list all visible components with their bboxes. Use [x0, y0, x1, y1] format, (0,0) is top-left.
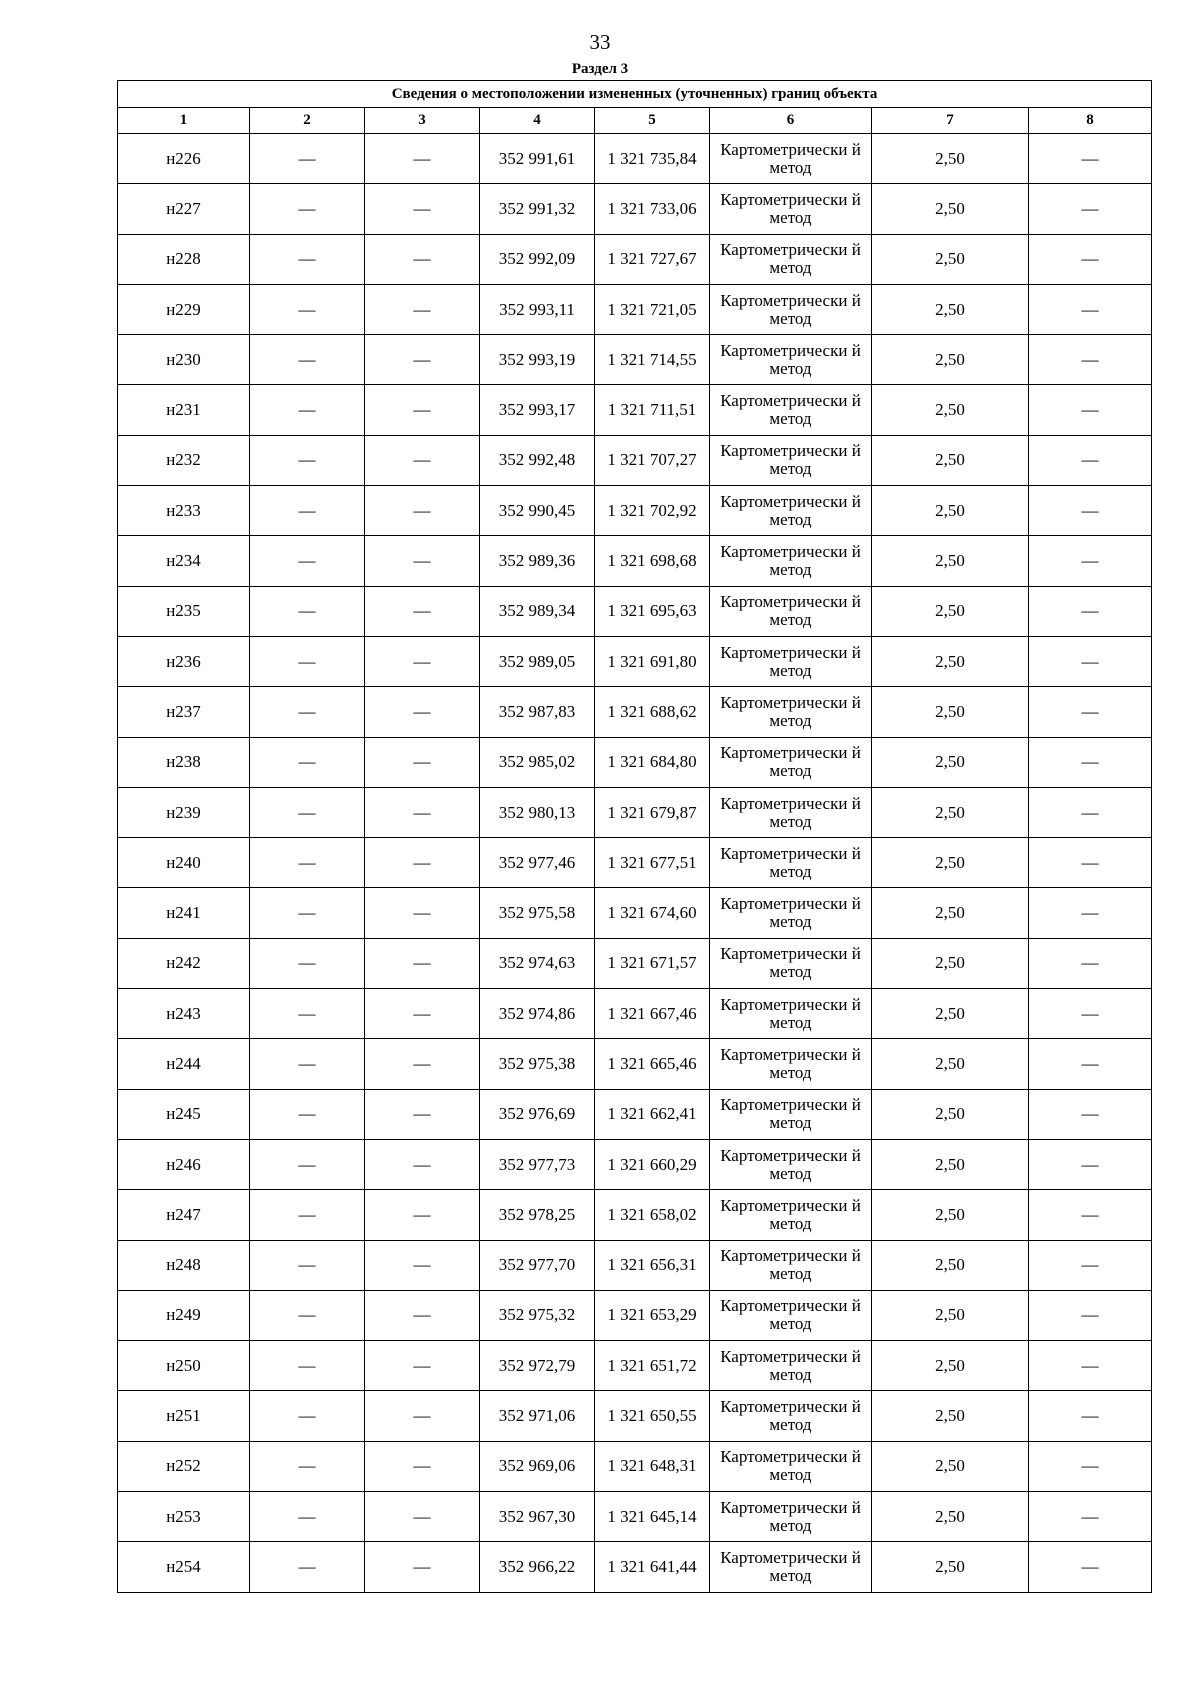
- x-coordinate-cell: 352 992,48: [480, 435, 595, 485]
- table-caption: Сведения о местоположении измененных (уточненных) границ объекта: [118, 81, 1152, 108]
- method-cell: Картометрически й метод: [710, 1190, 872, 1240]
- table-row: [118, 536, 1152, 586]
- method-cell: Картометрически й метод: [710, 184, 872, 234]
- col8-cell: —: [1029, 787, 1152, 837]
- method-cell: Картометрически й метод: [710, 838, 872, 888]
- method-cell: Картометрически й метод: [710, 737, 872, 787]
- col8-cell: —: [1029, 486, 1152, 536]
- method-cell: Картометрически й метод: [710, 1039, 872, 1089]
- point-id-cell: н238: [118, 737, 250, 787]
- y-coordinate-cell: 1 321 656,31: [595, 1240, 710, 1290]
- method-cell: Картометрически й метод: [710, 1240, 872, 1290]
- accuracy-cell: 2,50: [872, 989, 1029, 1039]
- accuracy-cell: 2,50: [872, 284, 1029, 334]
- y-coordinate-cell: 1 321 684,80: [595, 737, 710, 787]
- x-coordinate-cell: 352 991,61: [480, 134, 595, 184]
- column-number: 7: [872, 108, 1029, 134]
- boundary-coordinates-table: [117, 80, 1152, 1593]
- table-row: [118, 687, 1152, 737]
- table-row: [118, 838, 1152, 888]
- col3-cell: —: [365, 586, 480, 636]
- y-coordinate-cell: 1 321 711,51: [595, 385, 710, 435]
- method-cell: Картометрически й метод: [710, 636, 872, 686]
- col2-cell: —: [250, 989, 365, 1039]
- col2-cell: —: [250, 1190, 365, 1240]
- point-id-cell: н235: [118, 586, 250, 636]
- col2-cell: —: [250, 1341, 365, 1391]
- col3-cell: —: [365, 284, 480, 334]
- x-coordinate-cell: 352 980,13: [480, 787, 595, 837]
- table-row: [118, 435, 1152, 485]
- col8-cell: —: [1029, 1441, 1152, 1491]
- page-number: 33: [589, 30, 611, 54]
- col2-cell: —: [250, 1542, 365, 1592]
- table-row: [118, 1542, 1152, 1592]
- y-coordinate-cell: 1 321 735,84: [595, 134, 710, 184]
- col3-cell: —: [365, 938, 480, 988]
- table-row: [118, 1190, 1152, 1240]
- point-id-cell: н229: [118, 284, 250, 334]
- point-id-cell: н226: [118, 134, 250, 184]
- accuracy-cell: 2,50: [872, 134, 1029, 184]
- col3-cell: —: [365, 1240, 480, 1290]
- accuracy-cell: 2,50: [872, 234, 1029, 284]
- col2-cell: —: [250, 536, 365, 586]
- col8-cell: —: [1029, 1492, 1152, 1542]
- table-row: [118, 385, 1152, 435]
- x-coordinate-cell: 352 974,86: [480, 989, 595, 1039]
- point-id-cell: н231: [118, 385, 250, 435]
- method-cell: Картометрически й метод: [710, 234, 872, 284]
- table-row: [118, 1139, 1152, 1189]
- col3-cell: —: [365, 486, 480, 536]
- col8-cell: —: [1029, 838, 1152, 888]
- col3-cell: —: [365, 1290, 480, 1340]
- x-coordinate-cell: 352 971,06: [480, 1391, 595, 1441]
- col3-cell: —: [365, 838, 480, 888]
- col3-cell: —: [365, 787, 480, 837]
- y-coordinate-cell: 1 321 662,41: [595, 1089, 710, 1139]
- accuracy-cell: 2,50: [872, 838, 1029, 888]
- table-row: [118, 234, 1152, 284]
- x-coordinate-cell: 352 972,79: [480, 1341, 595, 1391]
- col3-cell: —: [365, 888, 480, 938]
- table-row: [118, 1290, 1152, 1340]
- column-number: 6: [710, 108, 872, 134]
- x-coordinate-cell: 352 993,17: [480, 385, 595, 435]
- accuracy-cell: 2,50: [872, 335, 1029, 385]
- col2-cell: —: [250, 888, 365, 938]
- x-coordinate-cell: 352 989,05: [480, 636, 595, 686]
- col8-cell: —: [1029, 1341, 1152, 1391]
- table-row: [118, 888, 1152, 938]
- y-coordinate-cell: 1 321 721,05: [595, 284, 710, 334]
- col3-cell: —: [365, 1139, 480, 1189]
- accuracy-cell: 2,50: [872, 1391, 1029, 1441]
- table-body: [118, 134, 1152, 1593]
- col3-cell: —: [365, 1341, 480, 1391]
- table-row: [118, 1441, 1152, 1491]
- table-row: [118, 335, 1152, 385]
- y-coordinate-cell: 1 321 660,29: [595, 1139, 710, 1189]
- col3-cell: —: [365, 1492, 480, 1542]
- col3-cell: —: [365, 1190, 480, 1240]
- table-row: [118, 1341, 1152, 1391]
- method-cell: Картометрически й метод: [710, 1441, 872, 1491]
- method-cell: Картометрически й метод: [710, 536, 872, 586]
- point-id-cell: н228: [118, 234, 250, 284]
- y-coordinate-cell: 1 321 727,67: [595, 234, 710, 284]
- accuracy-cell: 2,50: [872, 536, 1029, 586]
- x-coordinate-cell: 352 989,36: [480, 536, 595, 586]
- x-coordinate-cell: 352 990,45: [480, 486, 595, 536]
- col2-cell: —: [250, 636, 365, 686]
- table-row: [118, 134, 1152, 184]
- point-id-cell: н252: [118, 1441, 250, 1491]
- method-cell: Картометрически й метод: [710, 1341, 872, 1391]
- col8-cell: —: [1029, 1039, 1152, 1089]
- x-coordinate-cell: 352 985,02: [480, 737, 595, 787]
- col2-cell: —: [250, 1391, 365, 1441]
- table-row: [118, 284, 1152, 334]
- table-row: [118, 1240, 1152, 1290]
- accuracy-cell: 2,50: [872, 385, 1029, 435]
- accuracy-cell: 2,50: [872, 1240, 1029, 1290]
- col8-cell: —: [1029, 1089, 1152, 1139]
- accuracy-cell: 2,50: [872, 888, 1029, 938]
- col8-cell: —: [1029, 938, 1152, 988]
- method-cell: Картометрически й метод: [710, 1391, 872, 1441]
- col3-cell: —: [365, 1542, 480, 1592]
- col8-cell: —: [1029, 1542, 1152, 1592]
- col8-cell: —: [1029, 335, 1152, 385]
- accuracy-cell: 2,50: [872, 737, 1029, 787]
- table-row: [118, 938, 1152, 988]
- accuracy-cell: 2,50: [872, 1441, 1029, 1491]
- column-number: 8: [1029, 108, 1152, 134]
- accuracy-cell: 2,50: [872, 1341, 1029, 1391]
- col3-cell: —: [365, 184, 480, 234]
- column-number: 3: [365, 108, 480, 134]
- x-coordinate-cell: 352 966,22: [480, 1542, 595, 1592]
- method-cell: Картометрически й метод: [710, 938, 872, 988]
- y-coordinate-cell: 1 321 667,46: [595, 989, 710, 1039]
- x-coordinate-cell: 352 975,32: [480, 1290, 595, 1340]
- col8-cell: —: [1029, 234, 1152, 284]
- col8-cell: —: [1029, 888, 1152, 938]
- x-coordinate-cell: 352 977,70: [480, 1240, 595, 1290]
- point-id-cell: н232: [118, 435, 250, 485]
- accuracy-cell: 2,50: [872, 938, 1029, 988]
- x-coordinate-cell: 352 975,58: [480, 888, 595, 938]
- method-cell: Картометрически й метод: [710, 1089, 872, 1139]
- y-coordinate-cell: 1 321 707,27: [595, 435, 710, 485]
- col2-cell: —: [250, 687, 365, 737]
- col2-cell: —: [250, 184, 365, 234]
- point-id-cell: н243: [118, 989, 250, 1039]
- point-id-cell: н254: [118, 1542, 250, 1592]
- table-caption-row: [118, 81, 1152, 108]
- col2-cell: —: [250, 586, 365, 636]
- x-coordinate-cell: 352 974,63: [480, 938, 595, 988]
- col2-cell: —: [250, 435, 365, 485]
- col2-cell: —: [250, 1039, 365, 1089]
- col3-cell: —: [365, 687, 480, 737]
- x-coordinate-cell: 352 991,32: [480, 184, 595, 234]
- col3-cell: —: [365, 234, 480, 284]
- point-id-cell: н237: [118, 687, 250, 737]
- x-coordinate-cell: 352 977,73: [480, 1139, 595, 1189]
- col3-cell: —: [365, 1039, 480, 1089]
- col8-cell: —: [1029, 636, 1152, 686]
- point-id-cell: н250: [118, 1341, 250, 1391]
- point-id-cell: н240: [118, 838, 250, 888]
- col3-cell: —: [365, 1089, 480, 1139]
- col3-cell: —: [365, 134, 480, 184]
- table-row: [118, 586, 1152, 636]
- point-id-cell: н249: [118, 1290, 250, 1340]
- x-coordinate-cell: 352 989,34: [480, 586, 595, 636]
- point-id-cell: н241: [118, 888, 250, 938]
- point-id-cell: н248: [118, 1240, 250, 1290]
- accuracy-cell: 2,50: [872, 1290, 1029, 1340]
- column-number-row: [118, 108, 1152, 134]
- col2-cell: —: [250, 838, 365, 888]
- col2-cell: —: [250, 787, 365, 837]
- col2-cell: —: [250, 385, 365, 435]
- y-coordinate-cell: 1 321 648,31: [595, 1441, 710, 1491]
- col3-cell: —: [365, 636, 480, 686]
- accuracy-cell: 2,50: [872, 1039, 1029, 1089]
- col8-cell: —: [1029, 385, 1152, 435]
- point-id-cell: н247: [118, 1190, 250, 1240]
- col8-cell: —: [1029, 284, 1152, 334]
- point-id-cell: н236: [118, 636, 250, 686]
- col2-cell: —: [250, 234, 365, 284]
- col3-cell: —: [365, 435, 480, 485]
- col2-cell: —: [250, 335, 365, 385]
- method-cell: Картометрически й метод: [710, 134, 872, 184]
- method-cell: Картометрически й метод: [710, 1290, 872, 1340]
- x-coordinate-cell: 352 975,38: [480, 1039, 595, 1089]
- method-cell: Картометрически й метод: [710, 989, 872, 1039]
- col2-cell: —: [250, 1089, 365, 1139]
- method-cell: Картометрически й метод: [710, 687, 872, 737]
- table-row: [118, 636, 1152, 686]
- accuracy-cell: 2,50: [872, 586, 1029, 636]
- x-coordinate-cell: 352 969,06: [480, 1441, 595, 1491]
- point-id-cell: н242: [118, 938, 250, 988]
- col3-cell: —: [365, 1441, 480, 1491]
- col3-cell: —: [365, 385, 480, 435]
- x-coordinate-cell: 352 978,25: [480, 1190, 595, 1240]
- method-cell: Картометрически й метод: [710, 284, 872, 334]
- accuracy-cell: 2,50: [872, 636, 1029, 686]
- y-coordinate-cell: 1 321 695,63: [595, 586, 710, 636]
- col2-cell: —: [250, 1441, 365, 1491]
- point-id-cell: н246: [118, 1139, 250, 1189]
- accuracy-cell: 2,50: [872, 435, 1029, 485]
- point-id-cell: н244: [118, 1039, 250, 1089]
- accuracy-cell: 2,50: [872, 486, 1029, 536]
- method-cell: Картометрически й метод: [710, 335, 872, 385]
- table-row: [118, 989, 1152, 1039]
- y-coordinate-cell: 1 321 688,62: [595, 687, 710, 737]
- x-coordinate-cell: 352 992,09: [480, 234, 595, 284]
- table-row: [118, 184, 1152, 234]
- accuracy-cell: 2,50: [872, 1190, 1029, 1240]
- method-cell: Картометрически й метод: [710, 1542, 872, 1592]
- y-coordinate-cell: 1 321 691,80: [595, 636, 710, 686]
- y-coordinate-cell: 1 321 653,29: [595, 1290, 710, 1340]
- col8-cell: —: [1029, 1190, 1152, 1240]
- col8-cell: —: [1029, 1240, 1152, 1290]
- col8-cell: —: [1029, 687, 1152, 737]
- method-cell: Картометрически й метод: [710, 586, 872, 636]
- table-row: [118, 737, 1152, 787]
- point-id-cell: н230: [118, 335, 250, 385]
- x-coordinate-cell: 352 993,19: [480, 335, 595, 385]
- col8-cell: —: [1029, 586, 1152, 636]
- accuracy-cell: 2,50: [872, 184, 1029, 234]
- method-cell: Картометрически й метод: [710, 486, 872, 536]
- col3-cell: —: [365, 536, 480, 586]
- point-id-cell: н234: [118, 536, 250, 586]
- x-coordinate-cell: 352 976,69: [480, 1089, 595, 1139]
- method-cell: Картометрически й метод: [710, 435, 872, 485]
- y-coordinate-cell: 1 321 714,55: [595, 335, 710, 385]
- column-number: 4: [480, 108, 595, 134]
- col3-cell: —: [365, 737, 480, 787]
- table-row: [118, 486, 1152, 536]
- accuracy-cell: 2,50: [872, 687, 1029, 737]
- y-coordinate-cell: 1 321 671,57: [595, 938, 710, 988]
- col8-cell: —: [1029, 1290, 1152, 1340]
- col2-cell: —: [250, 284, 365, 334]
- col2-cell: —: [250, 1290, 365, 1340]
- col2-cell: —: [250, 1240, 365, 1290]
- col3-cell: —: [365, 335, 480, 385]
- method-cell: Картометрически й метод: [710, 787, 872, 837]
- y-coordinate-cell: 1 321 733,06: [595, 184, 710, 234]
- x-coordinate-cell: 352 987,83: [480, 687, 595, 737]
- y-coordinate-cell: 1 321 677,51: [595, 838, 710, 888]
- accuracy-cell: 2,50: [872, 1089, 1029, 1139]
- col3-cell: —: [365, 989, 480, 1039]
- column-number: 5: [595, 108, 710, 134]
- table-row: [118, 1492, 1152, 1542]
- col8-cell: —: [1029, 134, 1152, 184]
- col8-cell: —: [1029, 989, 1152, 1039]
- method-cell: Картометрически й метод: [710, 1492, 872, 1542]
- accuracy-cell: 2,50: [872, 1139, 1029, 1189]
- column-number: 1: [118, 108, 250, 134]
- col8-cell: —: [1029, 737, 1152, 787]
- accuracy-cell: 2,50: [872, 1492, 1029, 1542]
- accuracy-cell: 2,50: [872, 787, 1029, 837]
- x-coordinate-cell: 352 993,11: [480, 284, 595, 334]
- table-row: [118, 1391, 1152, 1441]
- col8-cell: —: [1029, 1391, 1152, 1441]
- col2-cell: —: [250, 1492, 365, 1542]
- table-row: [118, 1089, 1152, 1139]
- col8-cell: —: [1029, 184, 1152, 234]
- col2-cell: —: [250, 737, 365, 787]
- x-coordinate-cell: 352 977,46: [480, 838, 595, 888]
- point-id-cell: н253: [118, 1492, 250, 1542]
- col2-cell: —: [250, 134, 365, 184]
- col8-cell: —: [1029, 1139, 1152, 1189]
- x-coordinate-cell: 352 967,30: [480, 1492, 595, 1542]
- y-coordinate-cell: 1 321 702,92: [595, 486, 710, 536]
- col2-cell: —: [250, 1139, 365, 1189]
- y-coordinate-cell: 1 321 645,14: [595, 1492, 710, 1542]
- col3-cell: —: [365, 1391, 480, 1441]
- y-coordinate-cell: 1 321 658,02: [595, 1190, 710, 1240]
- point-id-cell: н233: [118, 486, 250, 536]
- point-id-cell: н227: [118, 184, 250, 234]
- col2-cell: —: [250, 486, 365, 536]
- y-coordinate-cell: 1 321 650,55: [595, 1391, 710, 1441]
- y-coordinate-cell: 1 321 665,46: [595, 1039, 710, 1089]
- table-row: [118, 787, 1152, 837]
- column-number: 2: [250, 108, 365, 134]
- method-cell: Картометрически й метод: [710, 888, 872, 938]
- point-id-cell: н245: [118, 1089, 250, 1139]
- y-coordinate-cell: 1 321 679,87: [595, 787, 710, 837]
- y-coordinate-cell: 1 321 698,68: [595, 536, 710, 586]
- accuracy-cell: 2,50: [872, 1542, 1029, 1592]
- section-title: Раздел 3: [571, 61, 629, 77]
- point-id-cell: н251: [118, 1391, 250, 1441]
- y-coordinate-cell: 1 321 641,44: [595, 1542, 710, 1592]
- method-cell: Картометрически й метод: [710, 385, 872, 435]
- table-row: [118, 1039, 1152, 1089]
- col8-cell: —: [1029, 536, 1152, 586]
- col8-cell: —: [1029, 435, 1152, 485]
- method-cell: Картометрически й метод: [710, 1139, 872, 1189]
- y-coordinate-cell: 1 321 674,60: [595, 888, 710, 938]
- point-id-cell: н239: [118, 787, 250, 837]
- y-coordinate-cell: 1 321 651,72: [595, 1341, 710, 1391]
- col2-cell: —: [250, 938, 365, 988]
